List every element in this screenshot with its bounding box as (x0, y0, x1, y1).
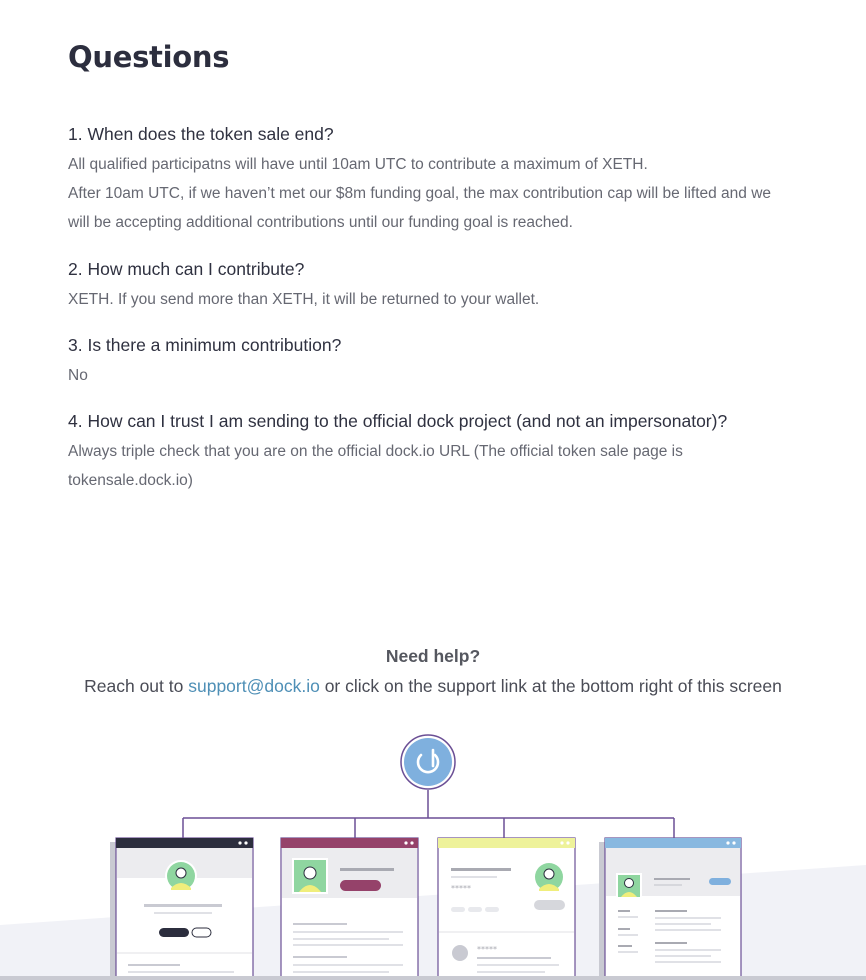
faq-answer-line: No (68, 367, 88, 384)
rating-stars: ***** (451, 884, 471, 893)
faq-item (68, 409, 808, 495)
profile-card (438, 838, 575, 980)
faq-answer-line: All qualified participatns will have until 10am UTC to contribute a maximum of XETH. (68, 156, 648, 173)
help-text-prefix: Reach out to (84, 676, 189, 696)
faq-answer-line: Always triple check that you are on the official dock.io URL (The official token sale page is (68, 443, 683, 460)
faq-answer-line: After 10am UTC, if we haven’t met our $8m funding goal, the max contribution cap will be lifted and we (68, 185, 772, 202)
avatar (165, 860, 197, 892)
page-title: Questions (68, 40, 230, 74)
avatar (533, 861, 565, 893)
faq-item (68, 333, 808, 390)
rating-stars: ***** (477, 945, 497, 954)
support-email-link[interactable]: support@dock.io (188, 676, 320, 696)
faq-answer-line: tokensale.dock.io) (68, 472, 193, 489)
faq-question: 2. How much can I contribute? (68, 259, 305, 279)
faq-item (68, 122, 808, 237)
faq-answer-line: XETH. If you send more than XETH, it will be returned to your wallet. (68, 291, 540, 308)
help-text (0, 676, 866, 697)
faq-item (68, 257, 808, 314)
avatar (292, 858, 328, 894)
faq-question: 4. How can I trust I am sending to the official dock project (and not an impersonator)? (68, 411, 728, 431)
dock-network-illustration (0, 730, 866, 980)
profile-card (281, 838, 418, 980)
dock-logo-icon (401, 735, 455, 789)
faq-answer-line: will be accepting additional contributions until our funding goal is reached. (68, 214, 573, 231)
profile-card (110, 838, 253, 980)
bottom-divider (0, 976, 866, 980)
faq-question: 1. When does the token sale end? (68, 124, 334, 144)
help-text-suffix: or click on the support link at the bottom right of this screen (319, 676, 782, 696)
connector-lines (183, 790, 674, 838)
help-heading: Need help? (385, 646, 481, 666)
faq-question: 3. Is there a minimum contribution? (68, 335, 342, 355)
profile-card (599, 838, 741, 980)
avatar (616, 873, 642, 899)
